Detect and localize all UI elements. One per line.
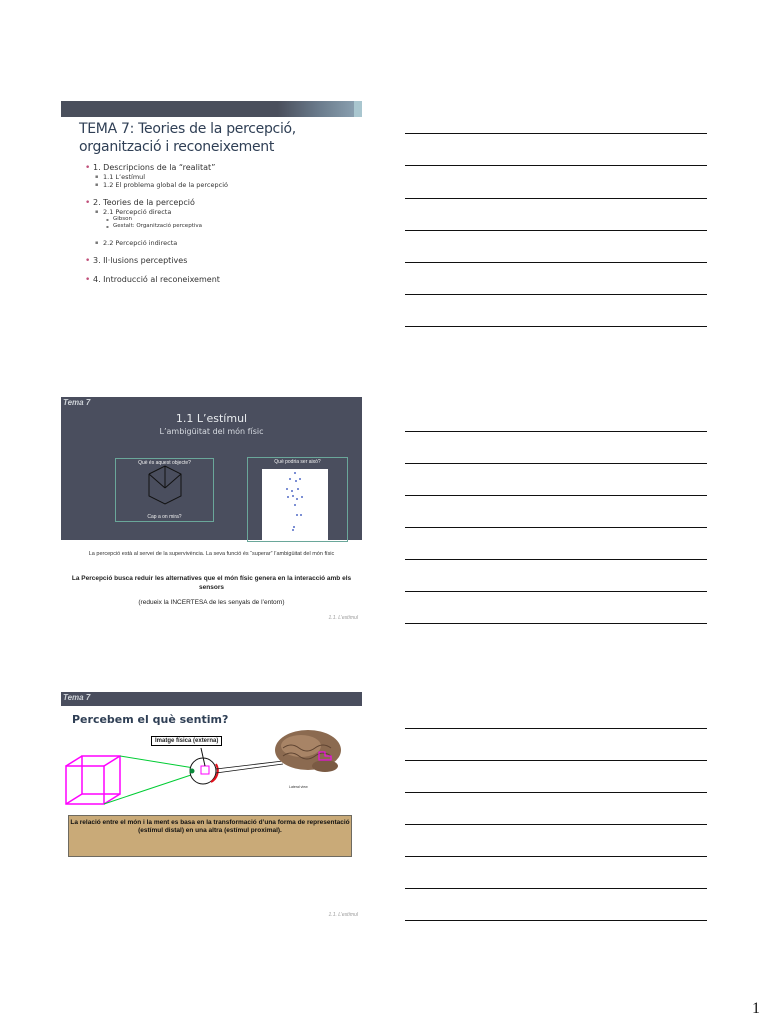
slide-title: TEMA 7: Teories de la percepció, organització i reconeixement bbox=[79, 121, 296, 155]
outline-item-level-1: • 3. Il·lusions perceptives bbox=[85, 256, 355, 266]
slide-footer: 1.1. L’estímul bbox=[328, 615, 358, 621]
brain-view-label: Lateral view bbox=[289, 785, 308, 789]
topic-tag: Tema 7 bbox=[63, 398, 91, 407]
list-gap bbox=[85, 230, 355, 239]
outline-item-level-2: ▪ 2.2 Percepció indirecta bbox=[85, 239, 355, 247]
note-line bbox=[405, 230, 707, 231]
summary-box: La relació entre el món i la ment es basa en la transformació d’una forma de representació (estímul distal) en una altra (estímul proximal). bbox=[68, 815, 352, 857]
slide-header-bar bbox=[61, 101, 362, 117]
note-line bbox=[405, 856, 707, 857]
list-gap bbox=[85, 266, 355, 275]
note-line bbox=[405, 888, 707, 889]
note-line bbox=[405, 559, 707, 560]
emphasis-text: La Percepció busca reduir les alternatives que el món físic genera en la interacció amb els sensors bbox=[71, 575, 352, 591]
note-line bbox=[405, 728, 707, 729]
outline-item-level-2: ▪ 1.2 El problema global de la percepció bbox=[85, 181, 355, 189]
necker-cube-figure bbox=[147, 464, 183, 508]
outline-item-level-3: ▪ Gibson bbox=[85, 216, 355, 223]
slide-1 bbox=[61, 101, 362, 327]
dot-pattern-figure bbox=[262, 469, 328, 540]
outline-item-level-2: ▪ 1.1 L’estímul bbox=[85, 173, 355, 181]
note-line bbox=[405, 623, 707, 624]
slide-title: 1.1 L’estímul bbox=[175, 412, 248, 425]
note-line bbox=[405, 326, 707, 327]
topic-tag: Tema 7 bbox=[63, 693, 91, 702]
slide-title: Percebem el què sentim? bbox=[72, 713, 229, 726]
slide-header-bar bbox=[61, 692, 362, 706]
outline-item-level-1: • 2. Teories de la percepció bbox=[85, 198, 355, 208]
note-line bbox=[405, 262, 707, 263]
note-line bbox=[405, 527, 707, 528]
image-label: Imatge física (externa) bbox=[151, 736, 222, 746]
dot-pattern-panel bbox=[262, 469, 328, 540]
slide-3 bbox=[61, 692, 362, 918]
box-caption-top: Què podria ser això? bbox=[274, 459, 321, 465]
outline-item-level-1: • 4. Introducció al reconeixement bbox=[85, 275, 355, 285]
slide-footer: 1.1. L’estímul bbox=[328, 912, 358, 918]
page-number: 1 bbox=[752, 1000, 760, 1017]
cube-icon bbox=[66, 756, 120, 804]
outline-item-level-2: ▪ 2.1 Percepció directa bbox=[85, 208, 355, 216]
note-line bbox=[405, 431, 707, 432]
note-line bbox=[405, 920, 707, 921]
brain-icon bbox=[275, 730, 341, 772]
note-line bbox=[405, 824, 707, 825]
note-line bbox=[405, 760, 707, 761]
body-text: (redueix la INCERTESA de les senyals de l’entorn) bbox=[138, 599, 285, 606]
note-line bbox=[405, 792, 707, 793]
note-line bbox=[405, 165, 707, 166]
note-line bbox=[405, 591, 707, 592]
outline-item-level-1: • 1. Descripcions de la “realitat” bbox=[85, 163, 355, 173]
outline-item-level-3: ▪ Gestalt: Organització perceptiva bbox=[85, 223, 355, 230]
note-line bbox=[405, 198, 707, 199]
body-text: La percepció està al servei de la supervivència. La seva funció és “superar” l’ambigüitat del món físic bbox=[88, 551, 335, 557]
list-gap bbox=[85, 189, 355, 198]
note-line bbox=[405, 133, 707, 134]
note-line bbox=[405, 495, 707, 496]
box-caption-top: Què és aquest objecte? bbox=[138, 460, 191, 466]
note-line bbox=[405, 294, 707, 295]
list-gap bbox=[85, 247, 355, 256]
outline-list bbox=[85, 163, 355, 285]
note-line bbox=[405, 463, 707, 464]
slide-2 bbox=[61, 397, 362, 623]
box-caption-bottom: Cap a on mira? bbox=[147, 514, 182, 520]
slide-subtitle: L’ambigüitat del món físic bbox=[159, 427, 264, 436]
